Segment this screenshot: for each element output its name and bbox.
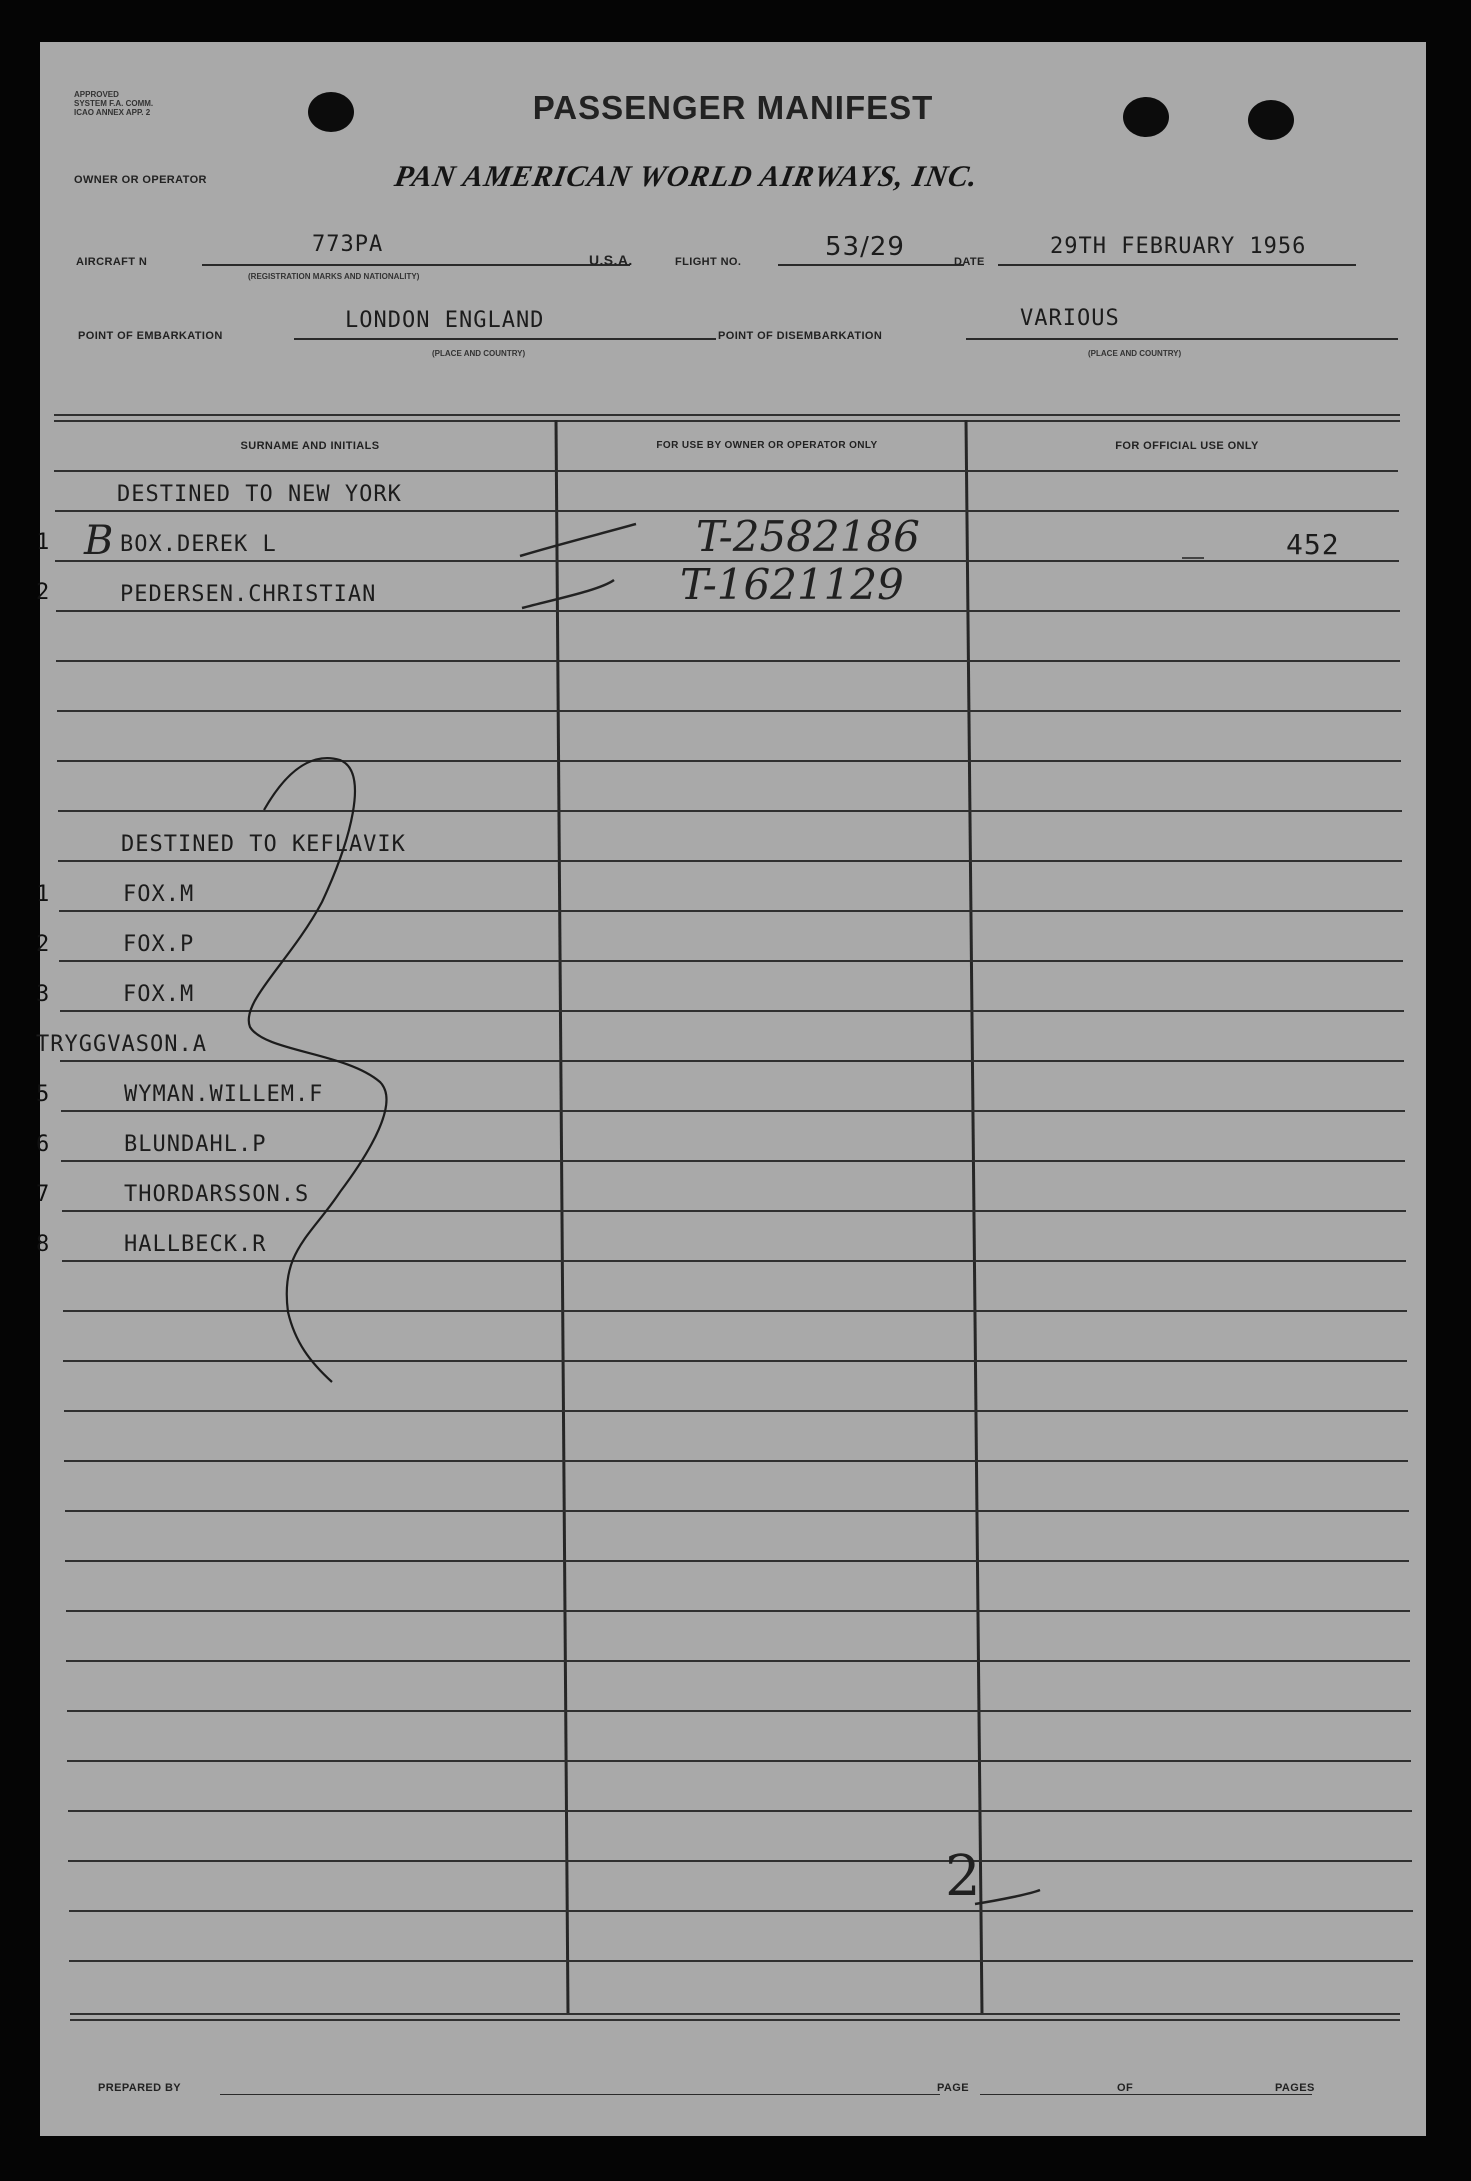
handwritten-count: 2 xyxy=(945,1844,981,1909)
flight-label: FLIGHT NO. xyxy=(675,256,742,268)
row-number: 6 xyxy=(36,1132,50,1157)
registration-note: (REGISTRATION MARKS AND NATIONALITY) xyxy=(248,272,420,281)
embark-label: POINT OF EMBARKATION xyxy=(78,330,223,342)
usa-label: U.S.A. xyxy=(589,252,633,268)
page-underline xyxy=(980,2094,1150,2095)
row-number: 5 xyxy=(36,1082,50,1107)
approval-line: APPROVED xyxy=(74,90,119,99)
row-number: 7 xyxy=(36,1182,50,1207)
form-title: PASSENGER MANIFEST xyxy=(532,89,934,126)
row-number: 1 xyxy=(36,530,50,555)
passenger-name: TRYGGVASON.A xyxy=(36,1032,207,1057)
passenger-name: BLUNDAHL.P xyxy=(124,1132,267,1157)
table-bottom-rule xyxy=(70,2013,1400,2015)
passenger-name: WYMAN.WILLEM.F xyxy=(124,1082,324,1107)
row-number: 3 xyxy=(36,982,50,1007)
passenger-name: FOX.P xyxy=(123,932,195,957)
prepared-by-label: PREPARED BY xyxy=(98,2082,182,2094)
approval-line: ICAO ANNEX APP. 2 xyxy=(74,108,151,117)
passenger-name: PEDERSEN.CHRISTIAN xyxy=(120,582,377,607)
place-note-2: (PLACE AND COUNTRY) xyxy=(1088,349,1182,358)
embark-value: LONDON ENGLAND xyxy=(345,308,545,333)
prepared-by-underline xyxy=(220,2094,940,2095)
place-note: (PLACE AND COUNTRY) xyxy=(432,349,526,358)
row-number: 2 xyxy=(36,580,50,605)
official-value: 452 xyxy=(1286,528,1340,561)
passenger-name: FOX.M xyxy=(123,882,195,907)
group-heading-keflavik: DESTINED TO KEFLAVIK xyxy=(121,832,406,857)
table-bottom-rule xyxy=(70,2019,1400,2021)
passenger-name: BOX.DEREK L xyxy=(120,532,277,557)
row-number: 2 xyxy=(36,932,50,957)
approval-line: SYSTEM F.A. COMM. xyxy=(74,99,154,108)
handwritten-correction: B xyxy=(84,518,114,564)
page-label: PAGE xyxy=(937,2082,969,2094)
of-label: OF xyxy=(1117,2082,1134,2094)
of-underline xyxy=(1142,2094,1312,2095)
row-number: 1 xyxy=(36,882,50,907)
manifest-sheet xyxy=(36,42,1426,2136)
disembark-label: POINT OF DISEMBARKATION xyxy=(718,330,883,342)
aircraft-value: 773PA xyxy=(312,232,384,257)
aircraft-label: AIRCRAFT N xyxy=(76,256,148,268)
ticket-number: T-1621129 xyxy=(680,560,904,609)
row-number: 8 xyxy=(36,1232,50,1257)
date-value: 29TH FEBRUARY 1956 xyxy=(1050,234,1307,259)
group-heading-new-york: DESTINED TO NEW YORK xyxy=(117,482,402,507)
disembark-value: VARIOUS xyxy=(1020,306,1120,331)
passenger-name: HALLBECK.R xyxy=(124,1232,267,1257)
passenger-name: FOX.M xyxy=(123,982,195,1007)
passenger-name: THORDARSSON.S xyxy=(124,1182,310,1207)
column-header-official-use: FOR OFFICIAL USE ONLY xyxy=(1115,440,1259,452)
date-label: DATE xyxy=(954,256,985,268)
count-underline xyxy=(40,42,1426,2136)
flight-value: 53/29 xyxy=(825,232,905,262)
owner-label: OWNER OR OPERATOR xyxy=(74,174,207,186)
airline-name: PAN AMERICAN WORLD AIRWAYS, INC. xyxy=(392,160,981,193)
ticket-number: T-2582186 xyxy=(696,512,920,561)
pages-label: PAGES xyxy=(1275,2082,1315,2094)
column-header-owner-use: FOR USE BY OWNER OR OPERATOR ONLY xyxy=(656,440,878,451)
column-header-surname: SURNAME AND INITIALS xyxy=(240,440,380,452)
